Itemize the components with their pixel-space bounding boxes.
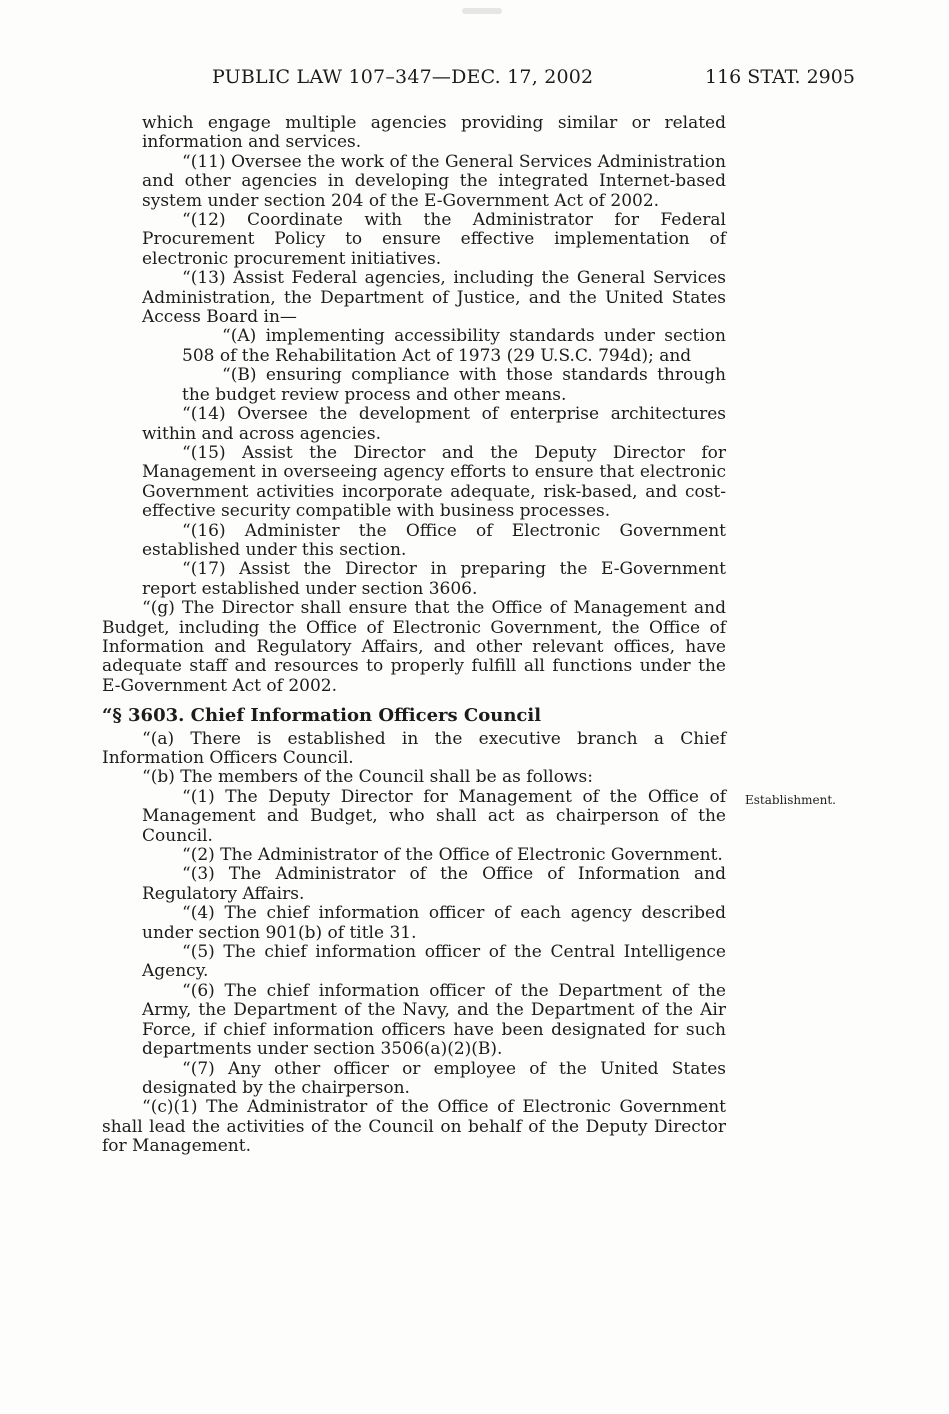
section-heading: “§ 3603. Chief Information Officers Council — [102, 705, 542, 727]
paragraph-b-3: “(3) The Administrator of the Office of Information and Regulatory Affairs. — [142, 864, 726, 904]
running-header-title: PUBLIC LAW 107–347—DEC. 17, 2002 — [212, 66, 594, 88]
paragraph-13-b: “(B) ensuring compliance with those standards through the budget review process and other means. — [182, 365, 726, 405]
paragraph-b-5: “(5) The chief information officer of the Central Intelligence Agency. — [142, 942, 726, 982]
paragraph-b-1: “(1) The Deputy Director for Management of the Office of Management and Budget, who shall act as chairperson of the Council. — [142, 786, 726, 846]
paragraph-continuation: which engage multiple agencies providing similar or related information and services. — [142, 113, 726, 153]
paragraph-a: “(a) There is established in the executive branch a Chief Information Officers Council. — [102, 728, 726, 768]
paragraph-b-4: “(4) The chief information officer of each agency described under section 901(b) of title 31. — [142, 903, 726, 943]
paragraph-11: “(11) Oversee the work of the General Services Administration and other agencies in developing the integrated Internet-based system under section 204 of the E-Government Act of 2002. — [142, 151, 726, 211]
paragraph-14: “(14) Oversee the development of enterprise architectures within and across agencies. — [142, 404, 726, 444]
document-body — [102, 114, 726, 1157]
paragraph-b-2: “(2) The Administrator of the Office of Electronic Government. — [182, 845, 723, 866]
paragraph-13-a: “(A) implementing accessibility standards under section 508 of the Rehabilitation Act of 1973 (29 U.S.C. 794d); and — [182, 326, 726, 366]
margin-note: Establishment. — [745, 793, 836, 807]
running-header-page-number: 116 STAT. 2905 — [705, 66, 855, 88]
paragraph-13: “(13) Assist Federal agencies, including the General Services Administration, the Department of Justice, and the United States Access Board in— — [142, 268, 726, 328]
paragraph-b-6: “(6) The chief information officer of the Department of the Army, the Department of the Navy, and the Department of the Air Force, if chief information officers have been designated for such departments under section 3506(a)(2)(B). — [142, 980, 726, 1060]
paragraph-b: “(b) The members of the Council shall be as follows: — [142, 767, 593, 788]
paragraph-17: “(17) Assist the Director in preparing the E-Government report established under section 3606. — [142, 559, 726, 599]
scan-artifact — [462, 8, 502, 14]
paragraph-12: “(12) Coordinate with the Administrator for Federal Procurement Policy to ensure effective implementation of electronic procurement initiatives. — [142, 210, 726, 269]
paragraph-16: “(16) Administer the Office of Electronic Government established under this section. — [142, 520, 726, 560]
paragraph-g: “(g) The Director shall ensure that the Office of Management and Budget, including the Office of Electronic Government, the Office of Information and Regulatory Affairs, and other relevant offices, have adequate staff and resources to properly fulfill all functions under the E-Government Act of 2002. — [102, 598, 726, 696]
paragraph-b-7: “(7) Any other officer or employee of the United States designated by the chairperson. — [142, 1058, 726, 1098]
paragraph-c-1: “(c)(1) The Administrator of the Office of Electronic Government shall lead the activities of the Council on behalf of the Deputy Director for Management. — [102, 1097, 726, 1157]
paragraph-15: “(15) Assist the Director and the Deputy Director for Management in overseeing agency efforts to ensure that electronic Government activities incorporate adequate, risk-based, and cost-effective security compatible with business processes. — [142, 442, 726, 522]
